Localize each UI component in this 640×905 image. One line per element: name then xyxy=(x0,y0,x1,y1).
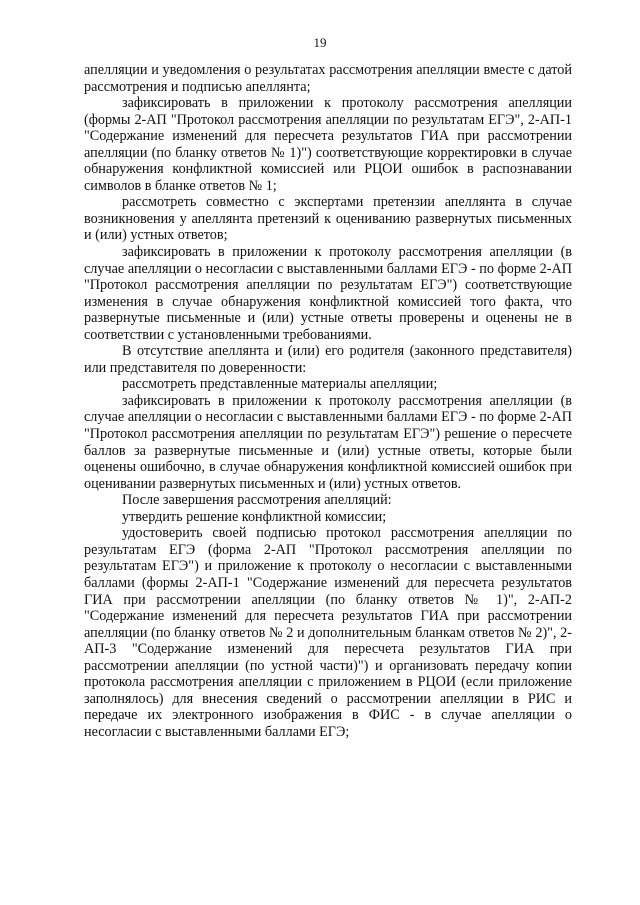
paragraph: зафиксировать в приложении к протоколу рассмотрения апелляции (формы 2-АП "Протокол рассмотрения апелляции по результатам ЕГЭ", 2-АП-1 "Содержание изменений для пересчета результатов ГИА при рассмотрении апелляции (по бланку ответов № 1)") соответствующие корректировки в случае обнаружения конфликтной комиссией или РЦОИ ошибок в распознавании символов в бланке ответов № 1; xyxy=(84,95,572,194)
paragraph: утвердить решение конфликтной комиссии; xyxy=(122,508,387,525)
paragraph: В отсутствие апеллянта и (или) его родителя (законного представителя) или представителя по доверенности: xyxy=(84,343,572,376)
paragraph: рассмотреть представленные материалы апелляции; xyxy=(122,376,438,393)
paragraph: зафиксировать в приложении к протоколу рассмотрения апелляции (в случае апелляции о несогласии с выставленными баллами ЕГЭ - по форме 2-АП "Протокол рассмотрения апелляции по результатам ЕГЭ") решение о пересчете баллов за развернутые письменные и (или) устные ответы, которые были оценены ошибочно, в случае обнаружения конфликтной комиссией ошибок при оценивании развернутых письменных и (или) устных ответов. xyxy=(84,392,572,492)
paragraph-continuation: апелляции и уведомления о результатах рассмотрения апелляции вместе с датой рассмотрения и подписью апеллянта; xyxy=(84,62,572,95)
paragraph: зафиксировать в приложении к протоколу рассмотрения апелляции (в случае апелляции о несогласии с выставленными баллами ЕГЭ - по форме 2-АП "Протокол рассмотрения апелляции по результатам ЕГЭ") соответствующие изменения в случае обнаружения конфликтной комиссией того факта, что развернутые письменные и (или) устные ответы проверены и оценены не в соответствии с установленными требованиями. xyxy=(84,244,572,343)
paragraph: удостоверить своей подписью протокол рассмотрения апелляции по результатам ЕГЭ (форма 2-АП "Протокол рассмотрения апелляции по результатам ЕГЭ") и приложение к протоколу о несогласии с выставленными баллами (формы 2-АП-1 "Содержание изменений для пересчета результатов ГИА при рассмотрении апелляции (по бланку ответов № 1)", 2-АП-2 "Содержание изменений для пересчета результатов ГИА при рассмотрении апелляции (по бланку ответов № 2 и дополнительным бланкам ответов № 2)", 2-АП-3 "Содержание изменений для пересчета результатов ГИА при рассмотрении апелляции (по устной части)") и организовать передачу копии протокола рассмотрения апелляции с приложением в РЦОИ (если приложение заполнялось) для внесения сведений о рассмотрении апелляции в РИС и передаче их электронного изображения в ФИС - в случае апелляции о несогласии с выставленными баллами ЕГЭ; xyxy=(84,525,572,740)
page-number: 19 xyxy=(313,35,327,50)
paragraph: рассмотреть совместно с экспертами претензии апеллянта в случае возникновения у апеллянта претензий к оцениванию развернутых письменных и (или) устных ответов; xyxy=(84,194,572,244)
body-text xyxy=(84,62,572,740)
paragraph: После завершения рассмотрения апелляций: xyxy=(122,492,392,509)
